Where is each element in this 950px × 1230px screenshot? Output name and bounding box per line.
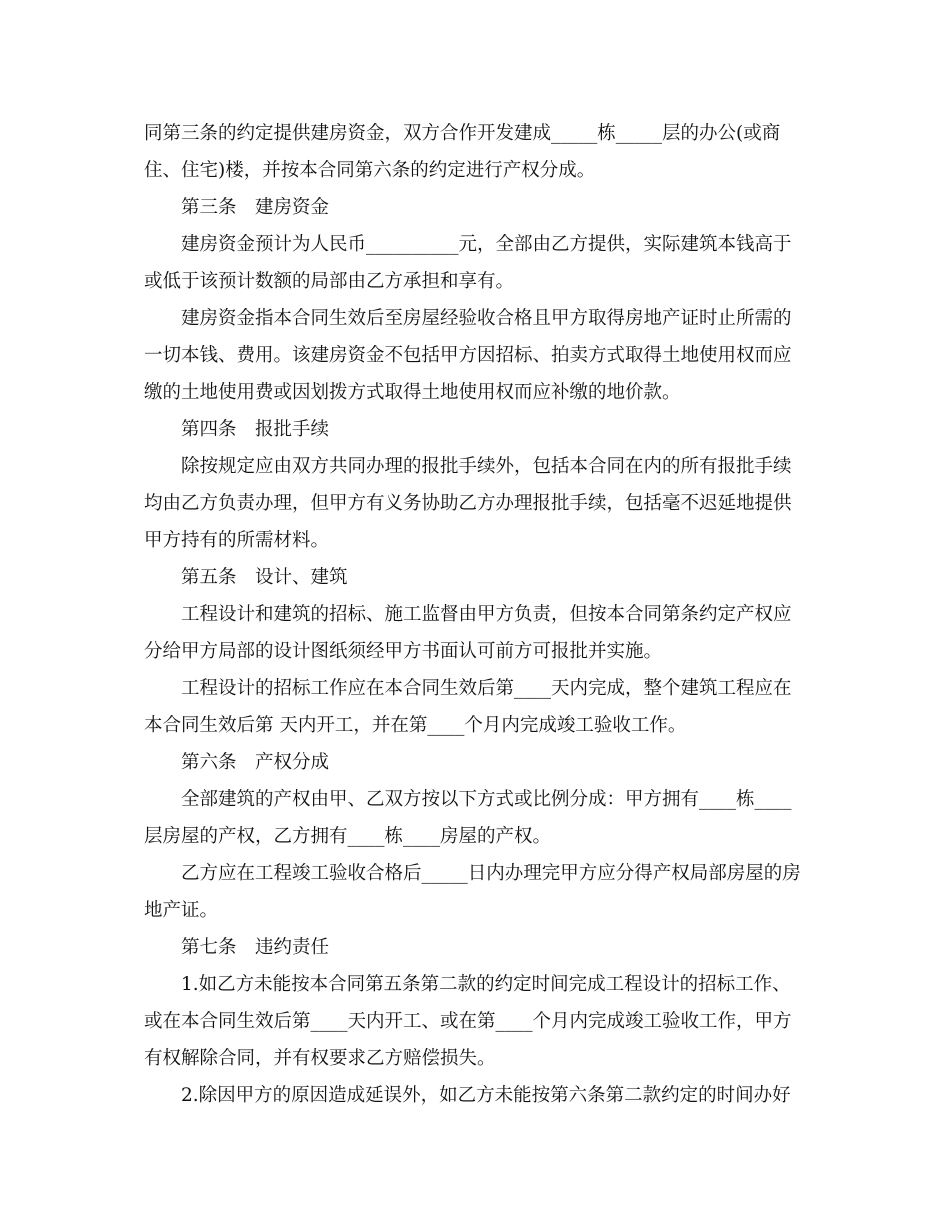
paragraph-line: 甲方持有的所需材料。	[144, 530, 330, 551]
article-7-heading: 第七条 违约责任	[181, 937, 330, 958]
paragraph-line: 本合同生效后第 天内开工，并在第____个月内完成竣工验收工作。	[144, 715, 687, 736]
paragraph-line: 建房资金预计为人民币__________元，全部由乙方提供，实际建筑本钱高于	[181, 234, 792, 255]
paragraph-line: 或低于该预计数额的局部由乙方承担和享有。	[144, 271, 515, 292]
paragraph-line: 缴的土地使用费或因划拨方式取得土地使用权而应补缴的地价款。	[144, 382, 681, 403]
paragraph-line: 同第三条的约定提供建房资金，双方合作开发建成_____栋_____层的办公(或商	[144, 123, 781, 144]
paragraph-line: 分给甲方局部的设计图纸须经甲方书面认可前方可报批并实施。	[144, 641, 663, 662]
list-item: 1.如乙方未能按本合同第五条第二款的约定时间完成工程设计的招标工作、	[181, 974, 791, 995]
article-3-heading: 第三条 建房资金	[181, 197, 330, 218]
article-4-heading: 第四条 报批手续	[181, 419, 330, 440]
paragraph-line: 住、住宅)楼，并按本合同第六条的约定进行产权分成。	[144, 160, 596, 181]
paragraph-line: 均由乙方负责办理，但甲方有义务协助乙方办理报批手续，包括毫不迟延地提供	[144, 493, 792, 514]
paragraph-line: 有权解除合同，并有权要求乙方赔偿损失。	[144, 1048, 496, 1069]
paragraph-line: 除按规定应由双方共同办理的报批手续外，包括本合同在内的所有报批手续	[181, 456, 792, 477]
article-5-heading: 第五条 设计、建筑	[181, 567, 348, 588]
paragraph-line: 一切本钱、费用。该建房资金不包括甲方因招标、拍卖方式取得土地使用权而应	[144, 345, 792, 366]
paragraph-line: 工程设计和建筑的招标、施工监督由甲方负责，但按本合同第条约定产权应	[181, 604, 792, 625]
contract-body	[144, 115, 816, 1114]
paragraph-line: 工程设计的招标工作应在本合同生效后第____天内完成，整个建筑工程应在	[181, 678, 792, 699]
article-6-heading: 第六条 产权分成	[181, 752, 330, 773]
paragraph-line: 全部建筑的产权由甲、乙双方按以下方式或比例分成：甲方拥有____栋____	[181, 789, 792, 810]
paragraph-line: 或在本合同生效后第____天内开工、或在第____个月内完成竣工验收工作，甲方	[144, 1011, 792, 1032]
list-item: 2.除因甲方的原因造成延误外，如乙方未能按第六条第二款约定的时间办好	[181, 1085, 791, 1106]
paragraph-line: 层房屋的产权，乙方拥有____栋____房屋的产权。	[144, 826, 552, 847]
paragraph-line: 地产证。	[144, 900, 219, 921]
paragraph-line: 建房资金指本合同生效后至房屋经验收合格且甲方取得房地产证时止所需的	[181, 308, 792, 329]
paragraph-line: 乙方应在工程竣工验收合格后_____日内办理完甲方应分得产权局部房屋的房	[181, 863, 801, 884]
